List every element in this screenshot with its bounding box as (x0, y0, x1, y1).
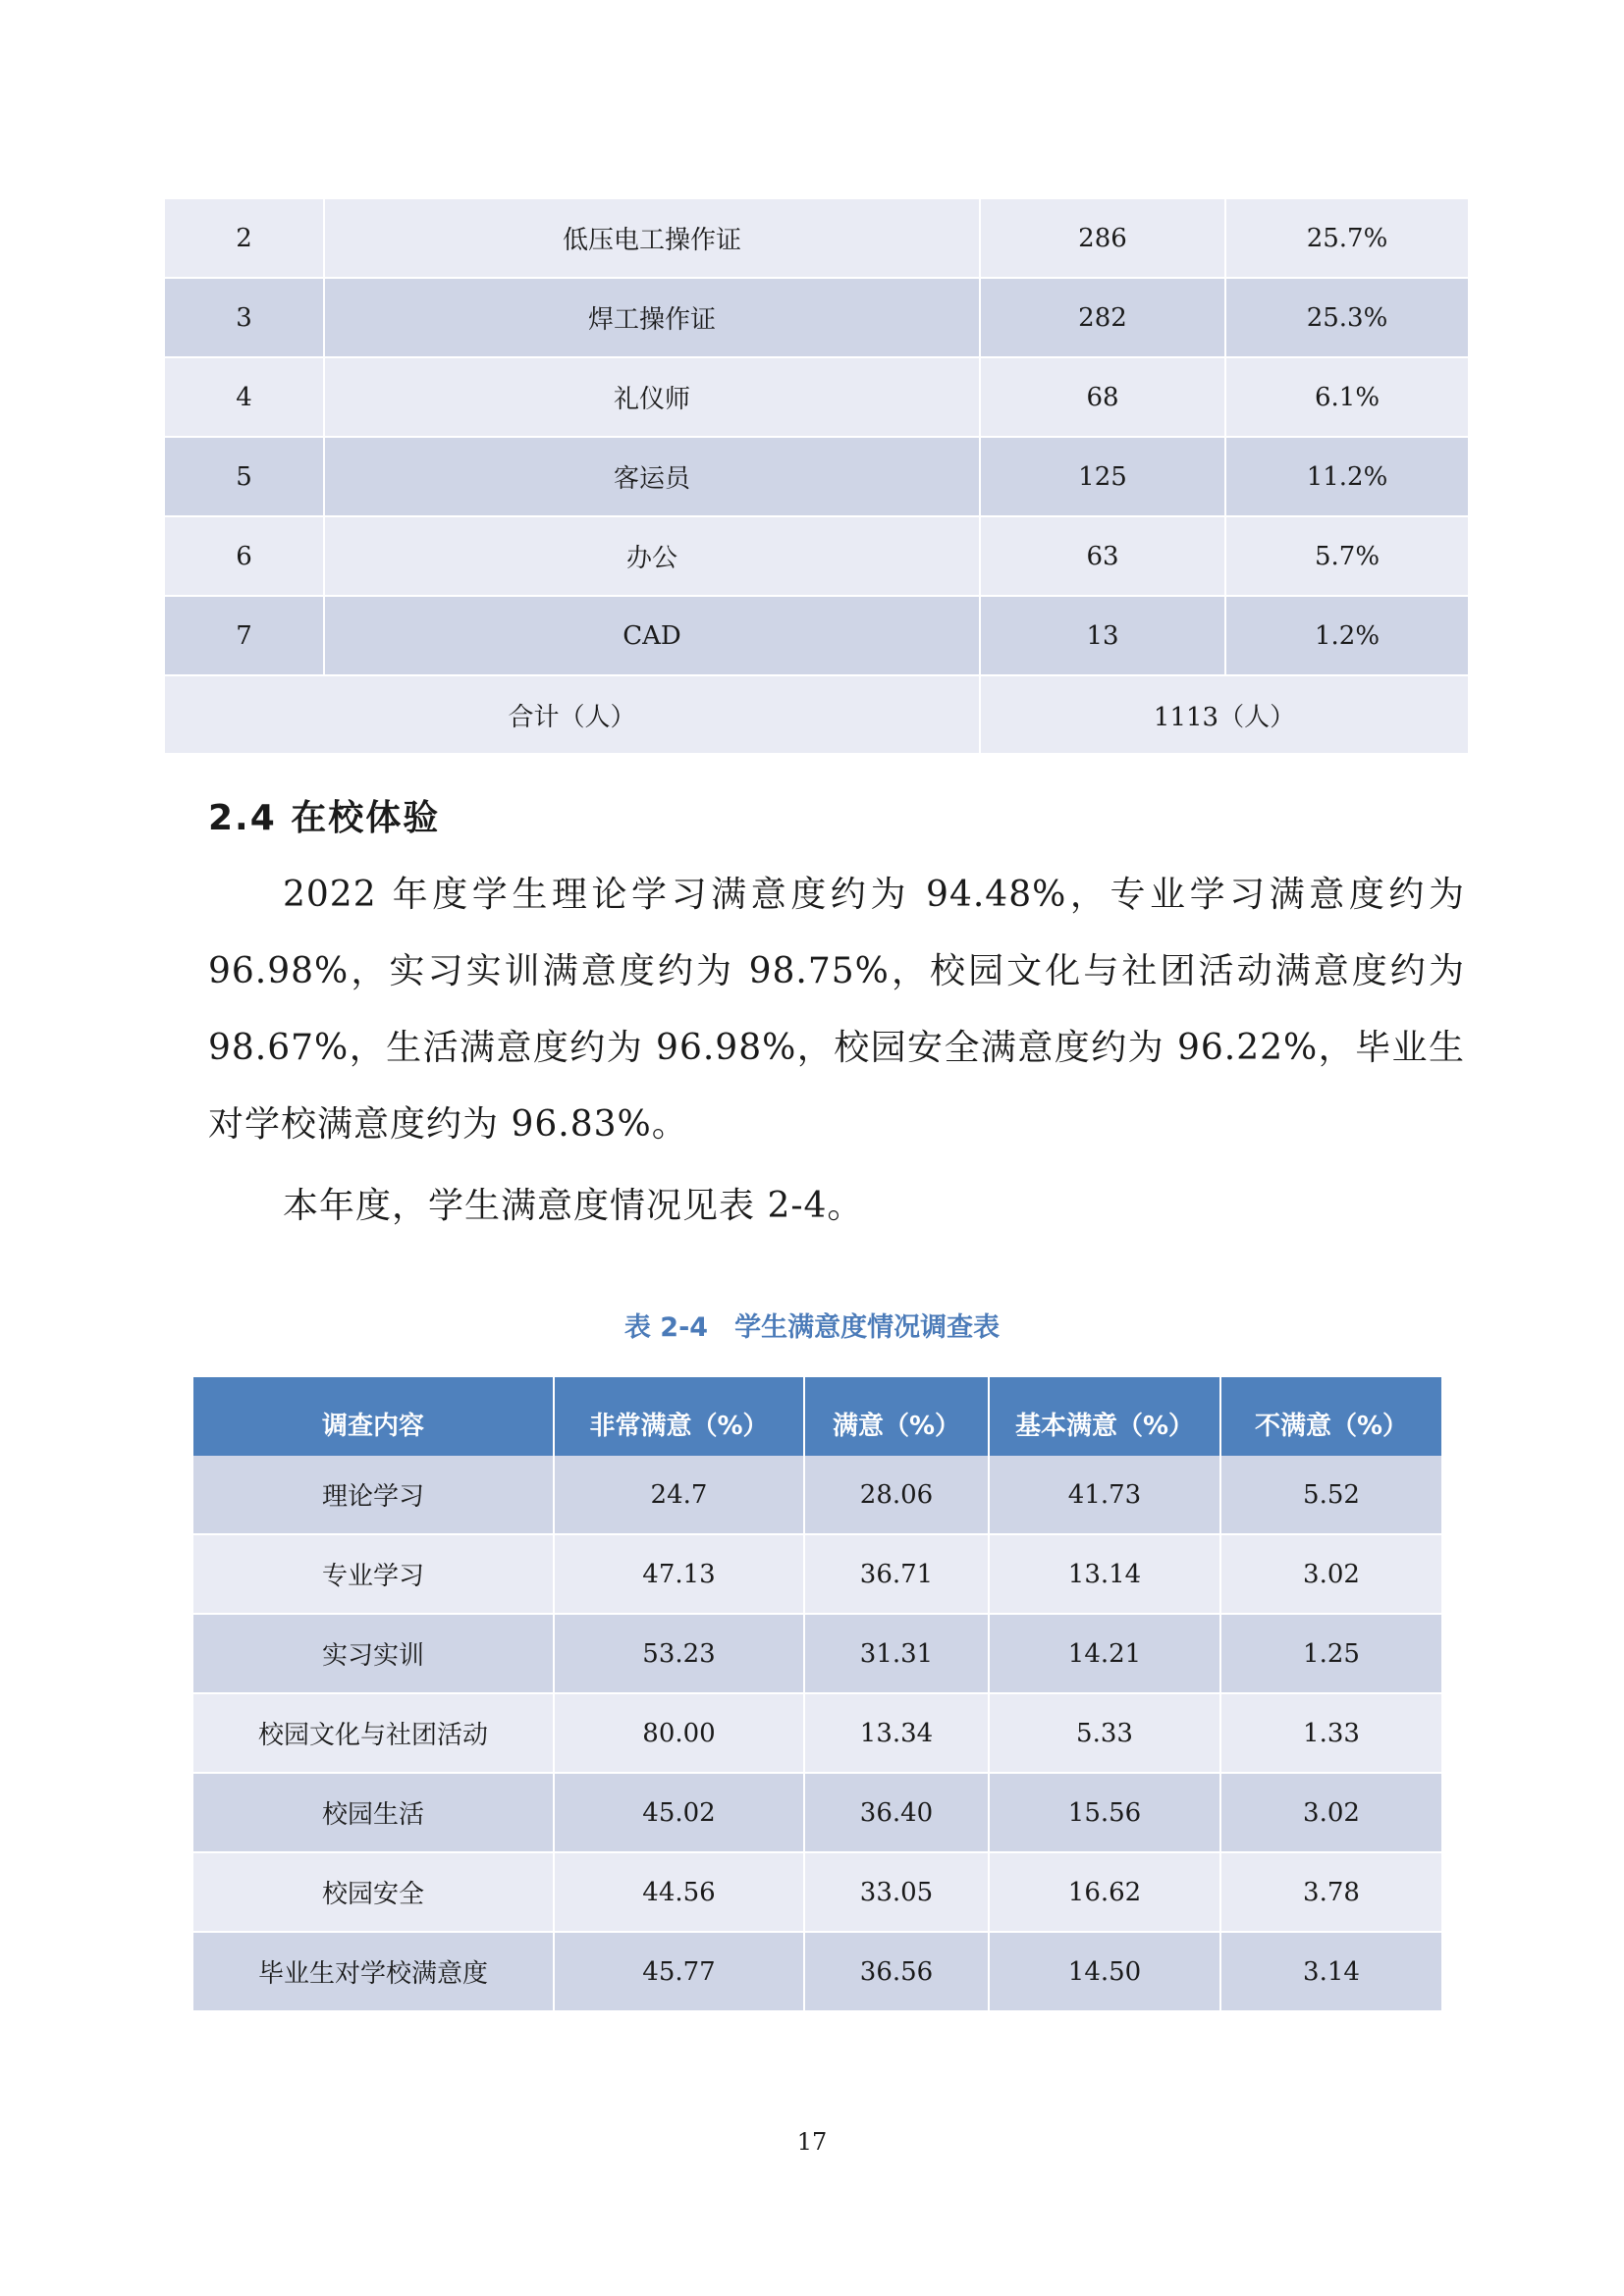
basically-satisfied-value: 14.50 (989, 1932, 1220, 2011)
table-header-row (193, 1377, 1442, 1456)
dissatisfied-value: 5.52 (1220, 1456, 1442, 1534)
column-header: 非常满意（%） (554, 1377, 804, 1456)
satisfaction-table (193, 1377, 1443, 2012)
very-satisfied-value: 24.7 (554, 1456, 804, 1534)
dissatisfied-value: 3.14 (1220, 1932, 1442, 2011)
table-row (165, 596, 1469, 675)
table-row (193, 1693, 1442, 1773)
certificate-table (165, 199, 1470, 755)
basically-satisfied-value: 15.56 (989, 1773, 1220, 1852)
certificate-count: 282 (980, 278, 1225, 357)
column-header: 基本满意（%） (989, 1377, 1220, 1456)
survey-item: 校园安全 (193, 1852, 554, 1932)
basically-satisfied-value: 41.73 (989, 1456, 1220, 1534)
total-label: 合计（人） (165, 675, 980, 754)
certificate-count: 286 (980, 199, 1225, 278)
section-heading: 2.4 在校体验 (208, 798, 441, 838)
certificate-name: 礼仪师 (324, 357, 980, 437)
total-value: 1113（人） (980, 675, 1469, 754)
table-row (193, 1932, 1442, 2011)
satisfied-value: 36.56 (804, 1932, 989, 2011)
survey-item: 毕业生对学校满意度 (193, 1932, 554, 2011)
certificate-name: 客运员 (324, 437, 980, 516)
row-number: 6 (165, 516, 324, 596)
certificate-percent: 25.3% (1225, 278, 1469, 357)
column-header: 调查内容 (193, 1377, 554, 1456)
table-row (165, 437, 1469, 516)
total-row (165, 675, 1469, 754)
certificate-percent: 11.2% (1225, 437, 1469, 516)
basically-satisfied-value: 16.62 (989, 1852, 1220, 1932)
survey-item: 专业学习 (193, 1534, 554, 1614)
row-number: 7 (165, 596, 324, 675)
survey-item: 校园文化与社团活动 (193, 1693, 554, 1773)
survey-item: 校园生活 (193, 1773, 554, 1852)
dissatisfied-value: 1.25 (1220, 1614, 1442, 1693)
row-number: 5 (165, 437, 324, 516)
satisfied-value: 13.34 (804, 1693, 989, 1773)
survey-item: 实习实训 (193, 1614, 554, 1693)
very-satisfied-value: 80.00 (554, 1693, 804, 1773)
survey-item: 理论学习 (193, 1456, 554, 1534)
basically-satisfied-value: 14.21 (989, 1614, 1220, 1693)
very-satisfied-value: 47.13 (554, 1534, 804, 1614)
column-header: 不满意（%） (1220, 1377, 1442, 1456)
certificate-name: 焊工操作证 (324, 278, 980, 357)
table-row (193, 1456, 1442, 1534)
table-caption: 表 2-4 学生满意度情况调查表 (623, 1312, 1001, 1343)
body-paragraph: 2022 年度学生理论学习满意度约为 94.48%，专业学习满意度约为 96.98%，实习实训满意度约为 98.75%，校园文化与社团活动满意度约为 98.67%，生活满意度约为 96.98%，校园安全满意度约为 96.22%，毕业生对学校满意度约为 96.83%。 (208, 875, 1465, 1145)
dissatisfied-value: 1.33 (1220, 1693, 1442, 1773)
table-row (165, 278, 1469, 357)
column-header: 满意（%） (804, 1377, 989, 1456)
certificate-percent: 5.7% (1225, 516, 1469, 596)
certificate-count: 63 (980, 516, 1225, 596)
table-row (193, 1614, 1442, 1693)
row-number: 4 (165, 357, 324, 437)
body-paragraph: 本年度，学生满意度情况见表 2-4。 (283, 1186, 864, 1226)
satisfied-value: 36.71 (804, 1534, 989, 1614)
certificate-count: 13 (980, 596, 1225, 675)
table-row (165, 516, 1469, 596)
certificate-percent: 6.1% (1225, 357, 1469, 437)
table-row (193, 1852, 1442, 1932)
satisfied-value: 36.40 (804, 1773, 989, 1852)
certificate-count: 125 (980, 437, 1225, 516)
certificate-percent: 25.7% (1225, 199, 1469, 278)
row-number: 2 (165, 199, 324, 278)
satisfied-value: 33.05 (804, 1852, 989, 1932)
certificate-count: 68 (980, 357, 1225, 437)
satisfied-value: 31.31 (804, 1614, 989, 1693)
certificate-name: CAD (324, 596, 980, 675)
table-row (165, 357, 1469, 437)
basically-satisfied-value: 5.33 (989, 1693, 1220, 1773)
very-satisfied-value: 44.56 (554, 1852, 804, 1932)
certificate-name: 低压电工操作证 (324, 199, 980, 278)
table-row (193, 1534, 1442, 1614)
dissatisfied-value: 3.02 (1220, 1773, 1442, 1852)
satisfied-value: 28.06 (804, 1456, 989, 1534)
basically-satisfied-value: 13.14 (989, 1534, 1220, 1614)
page-number: 17 (796, 2128, 828, 2156)
table-row (193, 1773, 1442, 1852)
dissatisfied-value: 3.78 (1220, 1852, 1442, 1932)
certificate-name: 办公 (324, 516, 980, 596)
dissatisfied-value: 3.02 (1220, 1534, 1442, 1614)
row-number: 3 (165, 278, 324, 357)
very-satisfied-value: 53.23 (554, 1614, 804, 1693)
very-satisfied-value: 45.77 (554, 1932, 804, 2011)
certificate-percent: 1.2% (1225, 596, 1469, 675)
very-satisfied-value: 45.02 (554, 1773, 804, 1852)
table-row (165, 199, 1469, 278)
